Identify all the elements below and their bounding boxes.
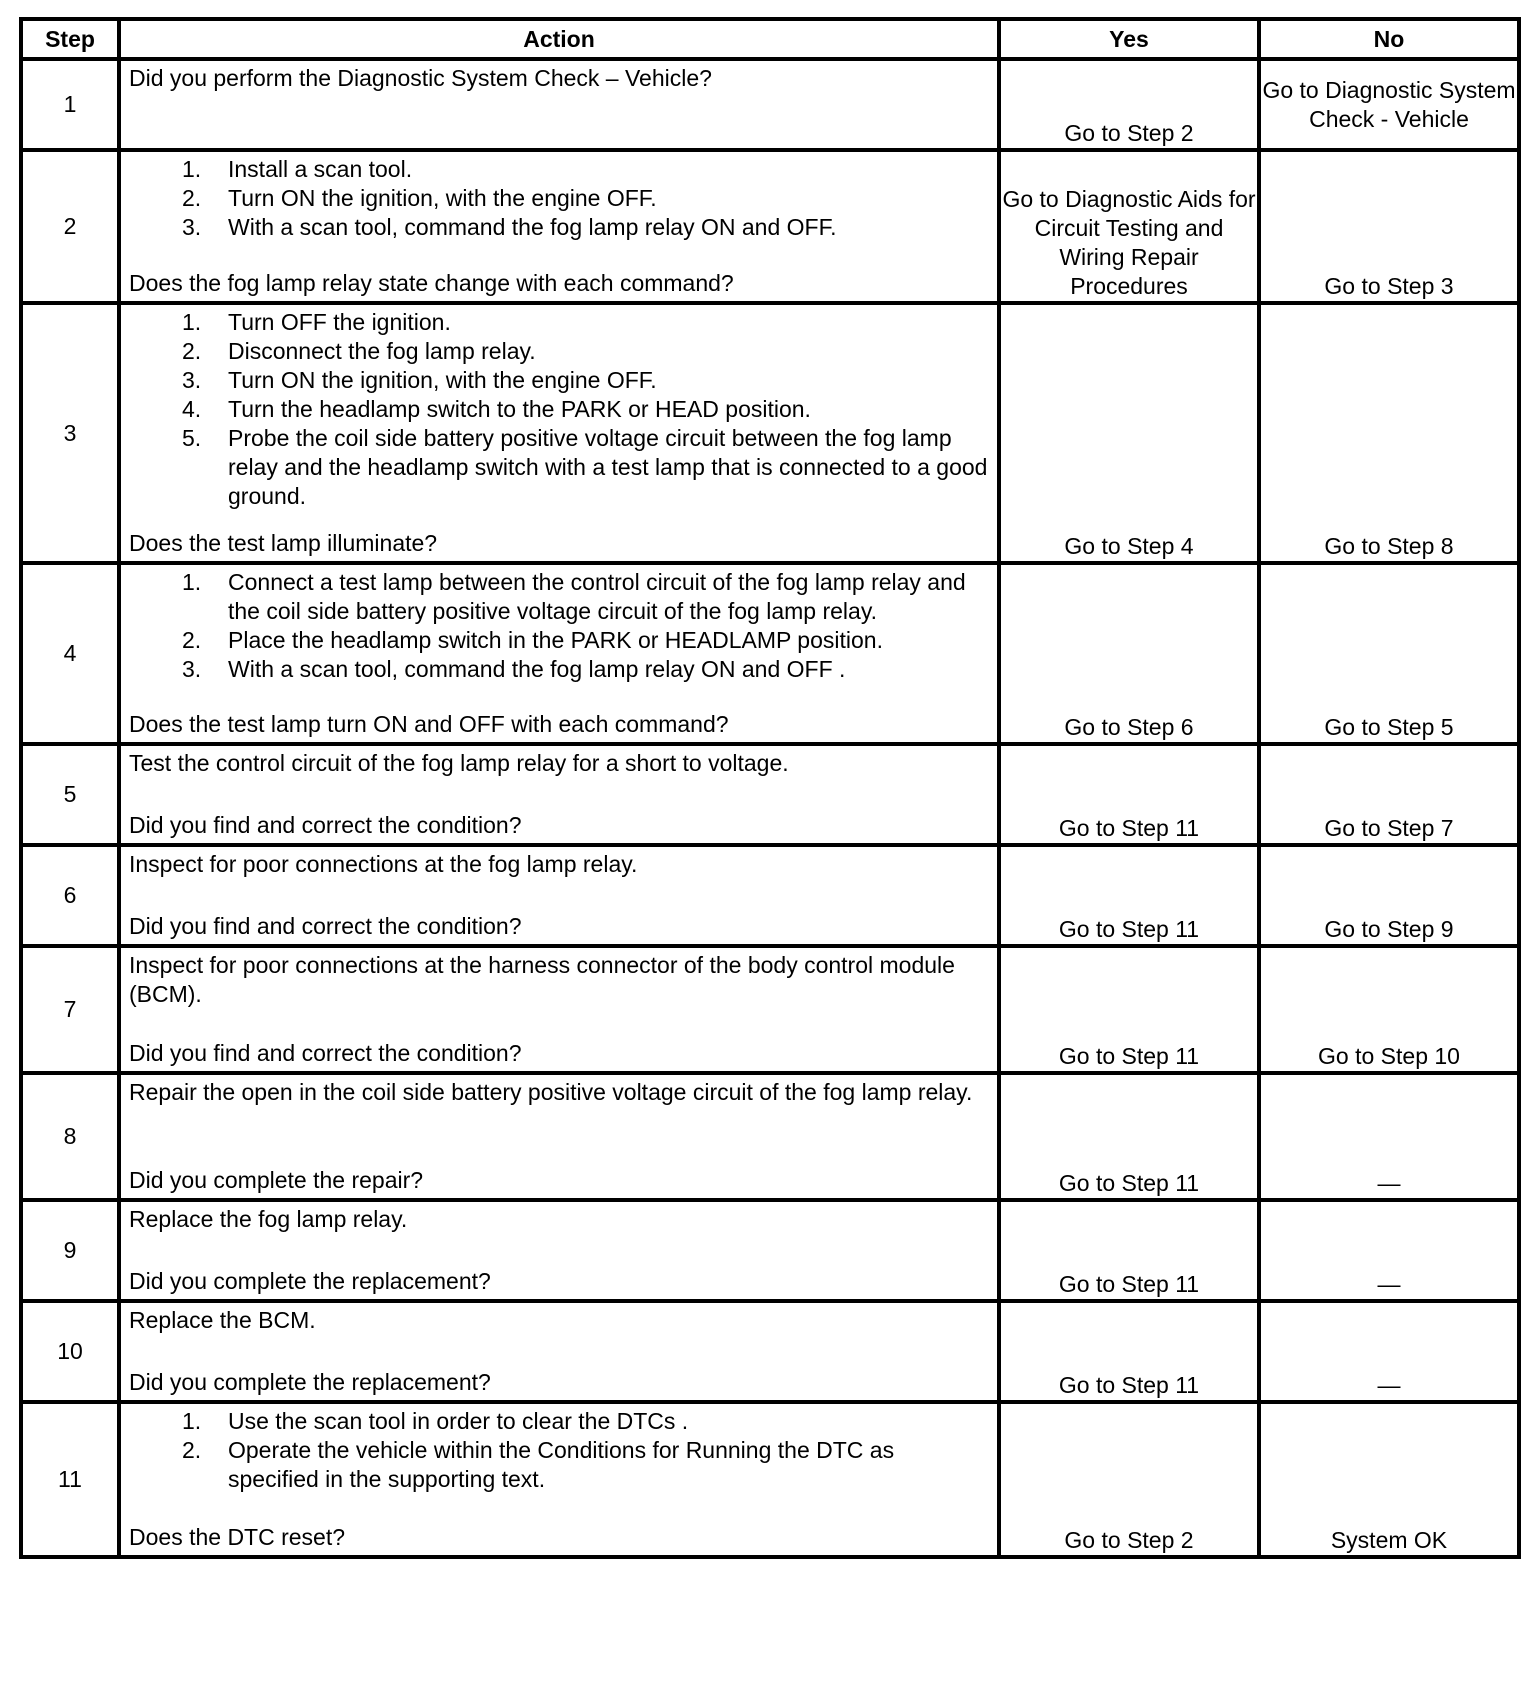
header-no: No	[1259, 19, 1519, 59]
no-result: Go to Diagnostic System Check - Vehicle	[1259, 59, 1519, 150]
list-item-text: With a scan tool, command the fog lamp relay ON and OFF.	[228, 214, 837, 240]
action-question: Did you complete the replacement?	[129, 1369, 491, 1395]
no-result: —	[1259, 1301, 1519, 1402]
yes-result: Go to Diagnostic Aids for Circuit Testing and Wiring Repair Procedures	[999, 150, 1259, 303]
yes-result: Go to Step 11	[999, 845, 1259, 946]
yes-result: Go to Step 6	[999, 563, 1259, 744]
action-question: Did you find and correct the condition?	[129, 1040, 522, 1066]
table-row	[21, 1301, 1519, 1402]
step-number: 4	[21, 563, 119, 744]
list-item-text: Connect a test lamp between the control circuit of the fog lamp relay and the coil side battery positive voltage circuit of the fog lamp relay.	[228, 569, 966, 624]
list-item	[182, 1407, 989, 1436]
step-number: 10	[21, 1301, 119, 1402]
action-instruction: Did you perform the Diagnostic System Check – Vehicle?	[129, 65, 712, 91]
action-question: Does the fog lamp relay state change with each command?	[129, 270, 734, 296]
action-question: Did you find and correct the condition?	[129, 913, 522, 939]
table-row	[21, 563, 1519, 744]
no-result: Go to Step 5	[1259, 563, 1519, 744]
list-item-text: Probe the coil side battery positive voltage circuit between the fog lamp relay and the headlamp switch with a test lamp that is connected to a good ground.	[228, 425, 988, 509]
step-number: 8	[21, 1073, 119, 1200]
action-question: Does the test lamp illuminate?	[129, 530, 438, 556]
action-cell	[119, 59, 999, 150]
yes-result: Go to Step 11	[999, 946, 1259, 1073]
action-instruction: Replace the fog lamp relay.	[129, 1206, 408, 1232]
action-steps-list	[129, 568, 989, 684]
list-item-number: 3.	[182, 656, 202, 682]
list-item	[182, 337, 989, 366]
action-cell	[119, 1200, 999, 1301]
step-number: 1	[21, 59, 119, 150]
table-row	[21, 59, 1519, 150]
list-item	[182, 184, 989, 213]
action-cell	[119, 845, 999, 946]
action-steps-list	[129, 1407, 989, 1494]
action-question: Did you complete the repair?	[129, 1167, 424, 1193]
list-item-text: Turn ON the ignition, with the engine OFF.	[228, 185, 657, 211]
list-item-number: 5.	[182, 425, 202, 451]
table-row	[21, 744, 1519, 845]
list-item-number: 2.	[182, 338, 202, 364]
step-number: 9	[21, 1200, 119, 1301]
no-result: Go to Step 9	[1259, 845, 1519, 946]
list-item	[182, 155, 989, 184]
no-result: Go to Step 7	[1259, 744, 1519, 845]
list-item-number: 2.	[182, 185, 202, 211]
yes-result: Go to Step 2	[999, 1402, 1259, 1557]
no-result: Go to Step 8	[1259, 303, 1519, 563]
list-item-number: 1.	[182, 156, 202, 182]
no-result: —	[1259, 1073, 1519, 1200]
action-cell	[119, 1073, 999, 1200]
list-item-text: Place the headlamp switch in the PARK or HEADLAMP position.	[228, 627, 883, 653]
yes-result: Go to Step 11	[999, 744, 1259, 845]
table-row	[21, 845, 1519, 946]
action-cell	[119, 946, 999, 1073]
list-item	[182, 213, 989, 242]
action-question: Does the test lamp turn ON and OFF with each command?	[129, 711, 729, 737]
list-item-text: Turn OFF the ignition.	[228, 309, 451, 335]
action-cell	[119, 303, 999, 563]
action-cell	[119, 1402, 999, 1557]
step-number: 2	[21, 150, 119, 303]
list-item-text: Disconnect the fog lamp relay.	[228, 338, 536, 364]
table-row	[21, 946, 1519, 1073]
action-cell	[119, 563, 999, 744]
diagnostic-table-container	[19, 17, 1521, 1559]
action-instruction: Inspect for poor connections at the fog lamp relay.	[129, 851, 638, 877]
action-cell	[119, 1301, 999, 1402]
no-result: System OK	[1259, 1402, 1519, 1557]
list-item-number: 3.	[182, 367, 202, 393]
table-row	[21, 303, 1519, 563]
list-item-text: Turn the headlamp switch to the PARK or HEAD position.	[228, 396, 811, 422]
list-item-number: 2.	[182, 627, 202, 653]
action-cell	[119, 744, 999, 845]
list-item-number: 1.	[182, 1408, 202, 1434]
list-item-number: 1.	[182, 569, 202, 595]
action-question: Did you find and correct the condition?	[129, 812, 522, 838]
action-cell	[119, 150, 999, 303]
yes-result: Go to Step 2	[999, 59, 1259, 150]
action-steps-list	[129, 155, 989, 242]
action-steps-list	[129, 308, 989, 511]
header-step: Step	[21, 19, 119, 59]
list-item-number: 3.	[182, 214, 202, 240]
action-instruction: Replace the BCM.	[129, 1307, 316, 1333]
yes-result: Go to Step 4	[999, 303, 1259, 563]
list-item	[182, 1436, 989, 1494]
table-row	[21, 1200, 1519, 1301]
list-item	[182, 366, 989, 395]
list-item-text: Install a scan tool.	[228, 156, 413, 182]
action-question: Does the DTC reset?	[129, 1524, 346, 1550]
table-row	[21, 1073, 1519, 1200]
action-instruction: Test the control circuit of the fog lamp relay for a short to voltage.	[129, 750, 789, 776]
no-result: —	[1259, 1200, 1519, 1301]
step-number: 7	[21, 946, 119, 1073]
list-item	[182, 424, 989, 511]
table-row	[21, 1402, 1519, 1557]
yes-result: Go to Step 11	[999, 1301, 1259, 1402]
list-item-text: With a scan tool, command the fog lamp relay ON and OFF .	[228, 656, 846, 682]
list-item	[182, 568, 989, 626]
header-action: Action	[119, 19, 999, 59]
step-number: 5	[21, 744, 119, 845]
step-number: 11	[21, 1402, 119, 1557]
list-item-number: 2.	[182, 1437, 202, 1463]
header-yes: Yes	[999, 19, 1259, 59]
list-item	[182, 626, 989, 655]
no-result: Go to Step 3	[1259, 150, 1519, 303]
no-result: Go to Step 10	[1259, 946, 1519, 1073]
diagnostic-table	[19, 17, 1521, 1559]
step-number: 3	[21, 303, 119, 563]
list-item-text: Turn ON the ignition, with the engine OFF.	[228, 367, 657, 393]
action-instruction: Repair the open in the coil side battery positive voltage circuit of the fog lamp relay.	[129, 1079, 973, 1105]
list-item-number: 4.	[182, 396, 202, 422]
action-question: Did you complete the replacement?	[129, 1268, 491, 1294]
action-instruction: Inspect for poor connections at the harness connector of the body control module (BCM).	[129, 952, 955, 1007]
yes-result: Go to Step 11	[999, 1200, 1259, 1301]
table-row	[21, 150, 1519, 303]
list-item	[182, 655, 989, 684]
table-body	[21, 59, 1519, 1557]
step-number: 6	[21, 845, 119, 946]
list-item	[182, 395, 989, 424]
list-item-text: Operate the vehicle within the Conditions for Running the DTC as specified in the supporting text.	[228, 1437, 895, 1492]
list-item-text: Use the scan tool in order to clear the DTCs .	[228, 1408, 689, 1434]
list-item-number: 1.	[182, 309, 202, 335]
yes-result: Go to Step 11	[999, 1073, 1259, 1200]
list-item	[182, 308, 989, 337]
header-row	[21, 19, 1519, 59]
